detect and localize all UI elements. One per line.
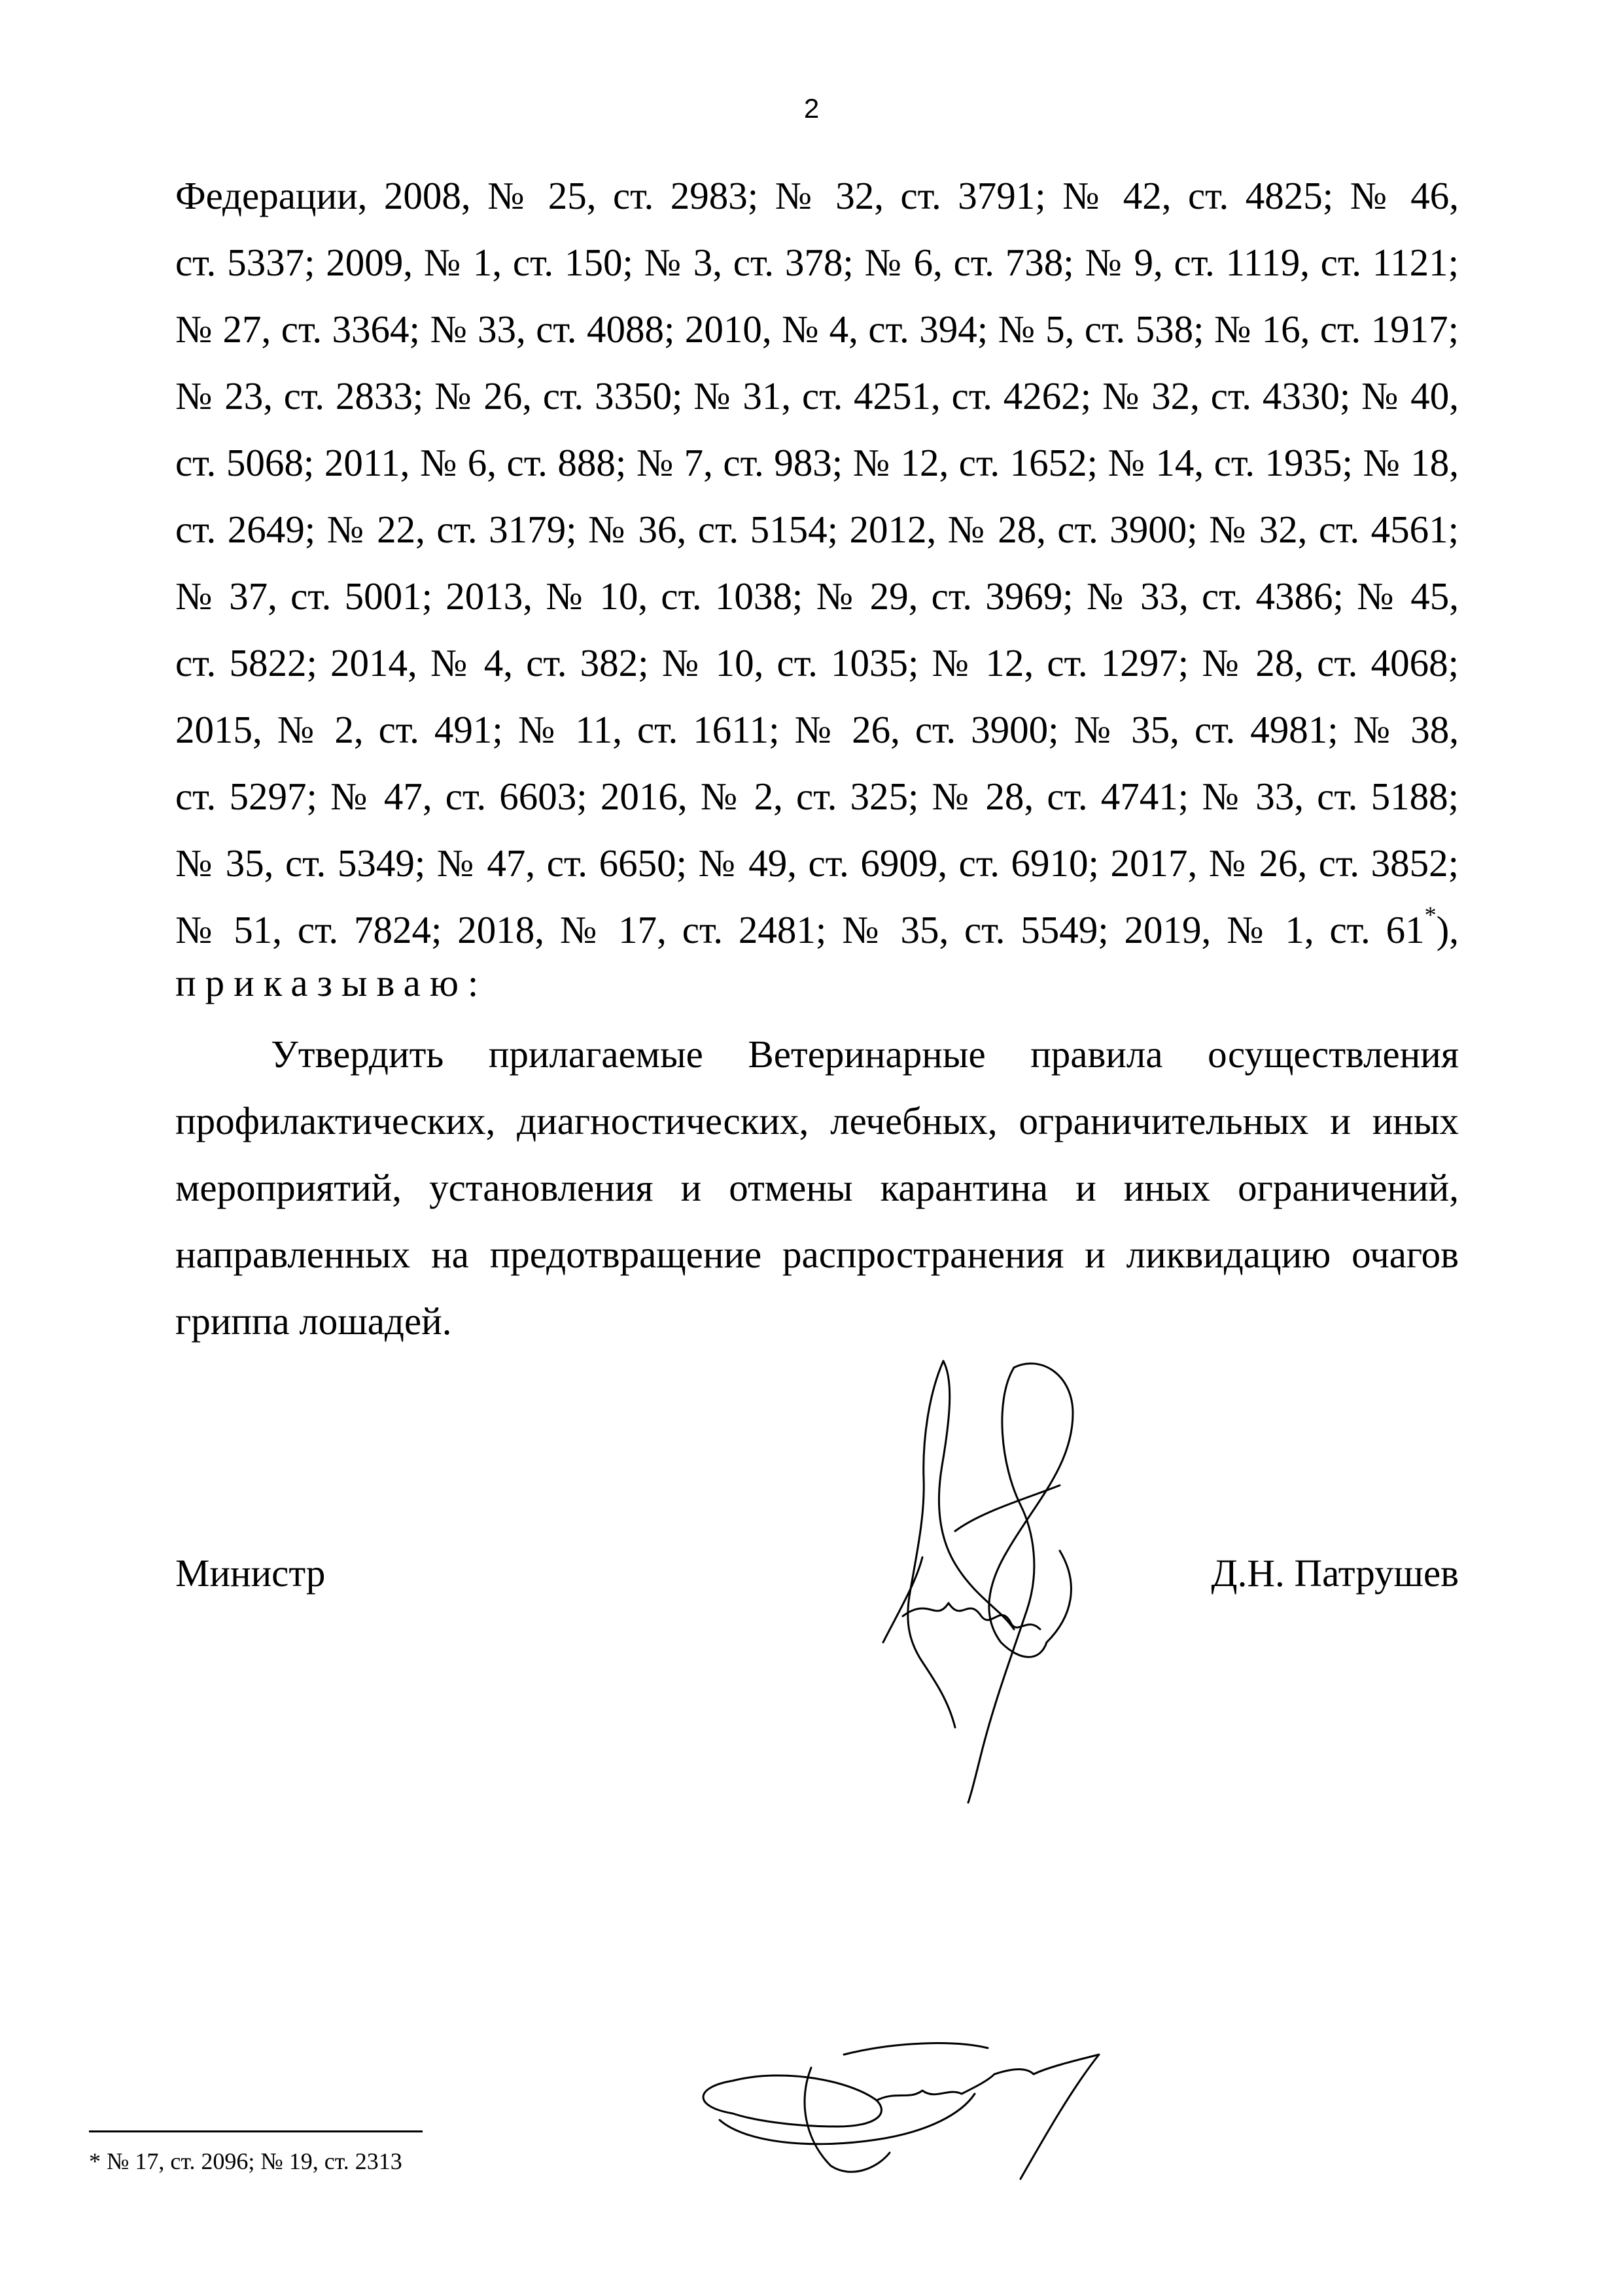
preamble-line: ст. 5068; 2011, № 6, ст. 888; № 7, ст. 983; № 12, ст. 1652; № 14, ст. 1935; № 18, (175, 441, 1459, 484)
preamble-line: ст. 5297; № 47, ст. 6603; 2016, № 2, ст. 325; № 28, ст. 4741; № 33, ст. 5188; (175, 775, 1459, 818)
decision-line: мероприятий, установления и отмены карантина и иных ограничений, (175, 1166, 1459, 1209)
footnote-divider (89, 2130, 423, 2132)
preamble-line: № 35, ст. 5349; № 47, ст. 6650; № 49, ст. 6909, ст. 6910; 2017, № 26, ст. 3852; (175, 841, 1459, 885)
page-number: 2 (803, 93, 820, 124)
initials-signature (680, 2028, 1138, 2185)
preamble-line: ст. 5822; 2014, № 4, ст. 382; № 10, ст. 1035; № 12, ст. 1297; № 28, ст. 4068; (175, 641, 1459, 684)
signer-title: Министр (175, 1551, 326, 1595)
preamble-text (175, 162, 1459, 963)
order-word: приказываю: (175, 961, 488, 1004)
decision-line: гриппа лошадей. (175, 1299, 452, 1343)
decision-text (175, 1021, 1459, 1354)
preamble-line-text: № 51, ст. 7824; 2018, № 17, ст. 2481; № 35, ст. 5549; 2019, № 1, ст. 61 (175, 908, 1425, 951)
signer-name: Д.Н. Патрушев (1211, 1551, 1459, 1595)
preamble-line: № 27, ст. 3364; № 33, ст. 4088; 2010, № 4, ст. 394; № 5, ст. 538; № 16, ст. 1917; (175, 308, 1459, 351)
decision-line: Утвердить прилагаемые Ветеринарные правила осуществления (271, 1033, 1459, 1076)
preamble-line: № 23, ст. 2833; № 26, ст. 3350; № 31, ст. 4251, ст. 4262; № 32, ст. 4330; № 40, (175, 374, 1459, 417)
preamble-line: ст. 5337; 2009, № 1, ст. 150; № 3, ст. 378; № 6, ст. 738; № 9, ст. 1119, ст. 1121; (175, 241, 1459, 284)
decision-line: направленных на предотвращение распространения и ликвидацию очагов (175, 1233, 1459, 1276)
preamble-line-last (175, 896, 1459, 963)
preamble-line: ст. 2649; № 22, ст. 3179; № 36, ст. 5154; 2012, № 28, ст. 3900; № 32, ст. 4561; (175, 508, 1459, 551)
preamble-line: № 37, ст. 5001; 2013, № 10, ст. 1038; № 29, ст. 3969; № 33, ст. 4386; № 45, (175, 574, 1459, 618)
footnote: * № 17, ст. 2096; № 19, ст. 2313 (89, 2148, 402, 2174)
preamble-line: 2015, № 2, ст. 491; № 11, ст. 1611; № 26, ст. 3900; № 35, ст. 4981; № 38, (175, 708, 1459, 751)
footnote-marker: * (1424, 902, 1437, 928)
preamble-line-close: ), (1436, 908, 1459, 951)
minister-signature (877, 1335, 1112, 1806)
preamble-line: Федерации, 2008, № 25, ст. 2983; № 32, ст. 3791; № 42, ст. 4825; № 46, (175, 174, 1459, 217)
decision-line: профилактических, диагностических, лечебных, ограничительных и иных (175, 1099, 1459, 1142)
